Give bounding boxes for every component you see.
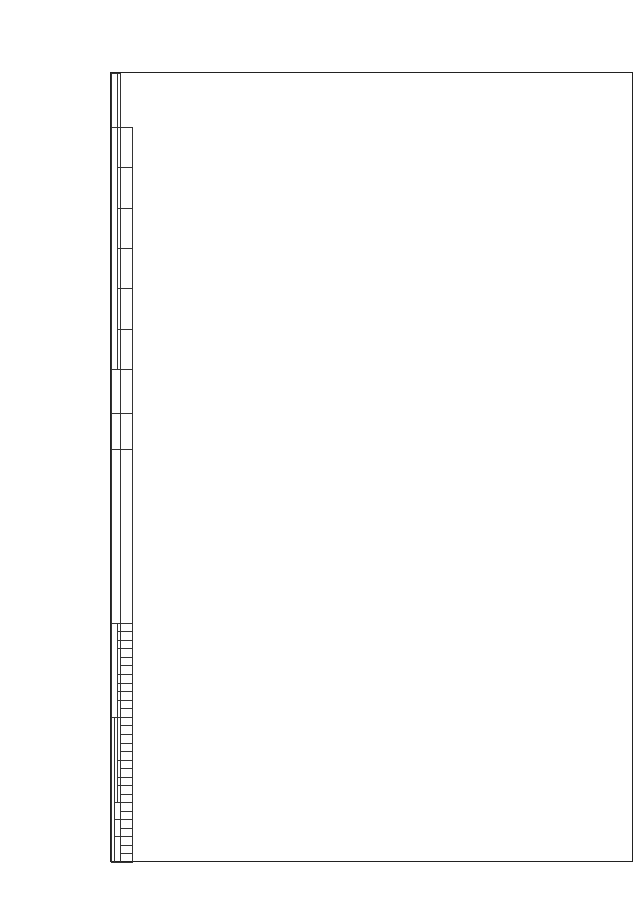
unit-header	[112, 413, 121, 450]
column-number-cell	[121, 675, 133, 684]
column-number-cell	[121, 820, 133, 829]
extra-indicator-number-header	[118, 623, 121, 632]
admin-code-header	[115, 837, 121, 863]
column-number-cell	[121, 786, 133, 795]
column-number-cell	[121, 249, 133, 289]
column-number-cell	[121, 828, 133, 837]
program-table	[111, 73, 634, 863]
task-code-header	[118, 760, 121, 777]
target-value-header	[118, 74, 121, 128]
subprogram-code-header	[118, 777, 121, 786]
column-number-cell	[121, 640, 133, 649]
column-number-cell	[121, 854, 133, 863]
table-body	[133, 74, 634, 863]
column-number-cell	[121, 289, 133, 329]
column-number-cell	[121, 717, 133, 726]
expense-direction-header	[118, 717, 121, 760]
column-number-cell	[121, 657, 133, 666]
column-number-cell	[121, 709, 133, 718]
table-rotation-wrapper	[111, 73, 634, 863]
column-number-cell	[121, 632, 133, 641]
column-number-cell	[121, 794, 133, 803]
fact-year-header	[112, 369, 121, 413]
column-number-row	[121, 74, 133, 863]
column-number-cell	[121, 649, 133, 658]
extra-program-header	[118, 700, 121, 717]
extra-indicator-header	[118, 632, 121, 641]
column-number-cell	[121, 735, 133, 744]
extra-measure-header	[118, 649, 121, 675]
program-code-header	[118, 786, 121, 803]
section-header	[115, 820, 121, 837]
extra-code-header	[112, 623, 118, 717]
column-number-cell	[121, 811, 133, 820]
column-number-cell	[121, 450, 133, 623]
column-number-cell	[121, 692, 133, 701]
column-number-cell	[121, 208, 133, 248]
rotated-table-sheet	[110, 72, 633, 862]
column-number-cell	[121, 329, 133, 369]
column-number-cell	[121, 845, 133, 854]
subsection-header	[115, 803, 121, 820]
column-number-cell	[121, 700, 133, 709]
extra-task-header	[118, 675, 121, 684]
column-number-cell	[121, 726, 133, 735]
column-number-cell	[121, 837, 133, 846]
column-number-cell	[121, 777, 133, 786]
extra-measure-number-header	[118, 640, 121, 649]
column-number-cell	[121, 769, 133, 778]
column-number-cell	[121, 128, 133, 168]
column-number-cell	[121, 743, 133, 752]
column-number-cell	[121, 666, 133, 675]
column-number-cell	[121, 760, 133, 769]
column-number-cell	[121, 683, 133, 692]
column-number-cell	[121, 369, 133, 413]
column-number-cell	[121, 752, 133, 761]
extra-goal-header	[118, 683, 121, 692]
column-number-cell	[121, 413, 133, 450]
name-header	[112, 450, 121, 623]
column-number-cell	[121, 168, 133, 208]
column-number-cell	[121, 803, 133, 812]
extra-subprogram-header	[118, 692, 121, 701]
column-number-cell	[121, 623, 133, 632]
